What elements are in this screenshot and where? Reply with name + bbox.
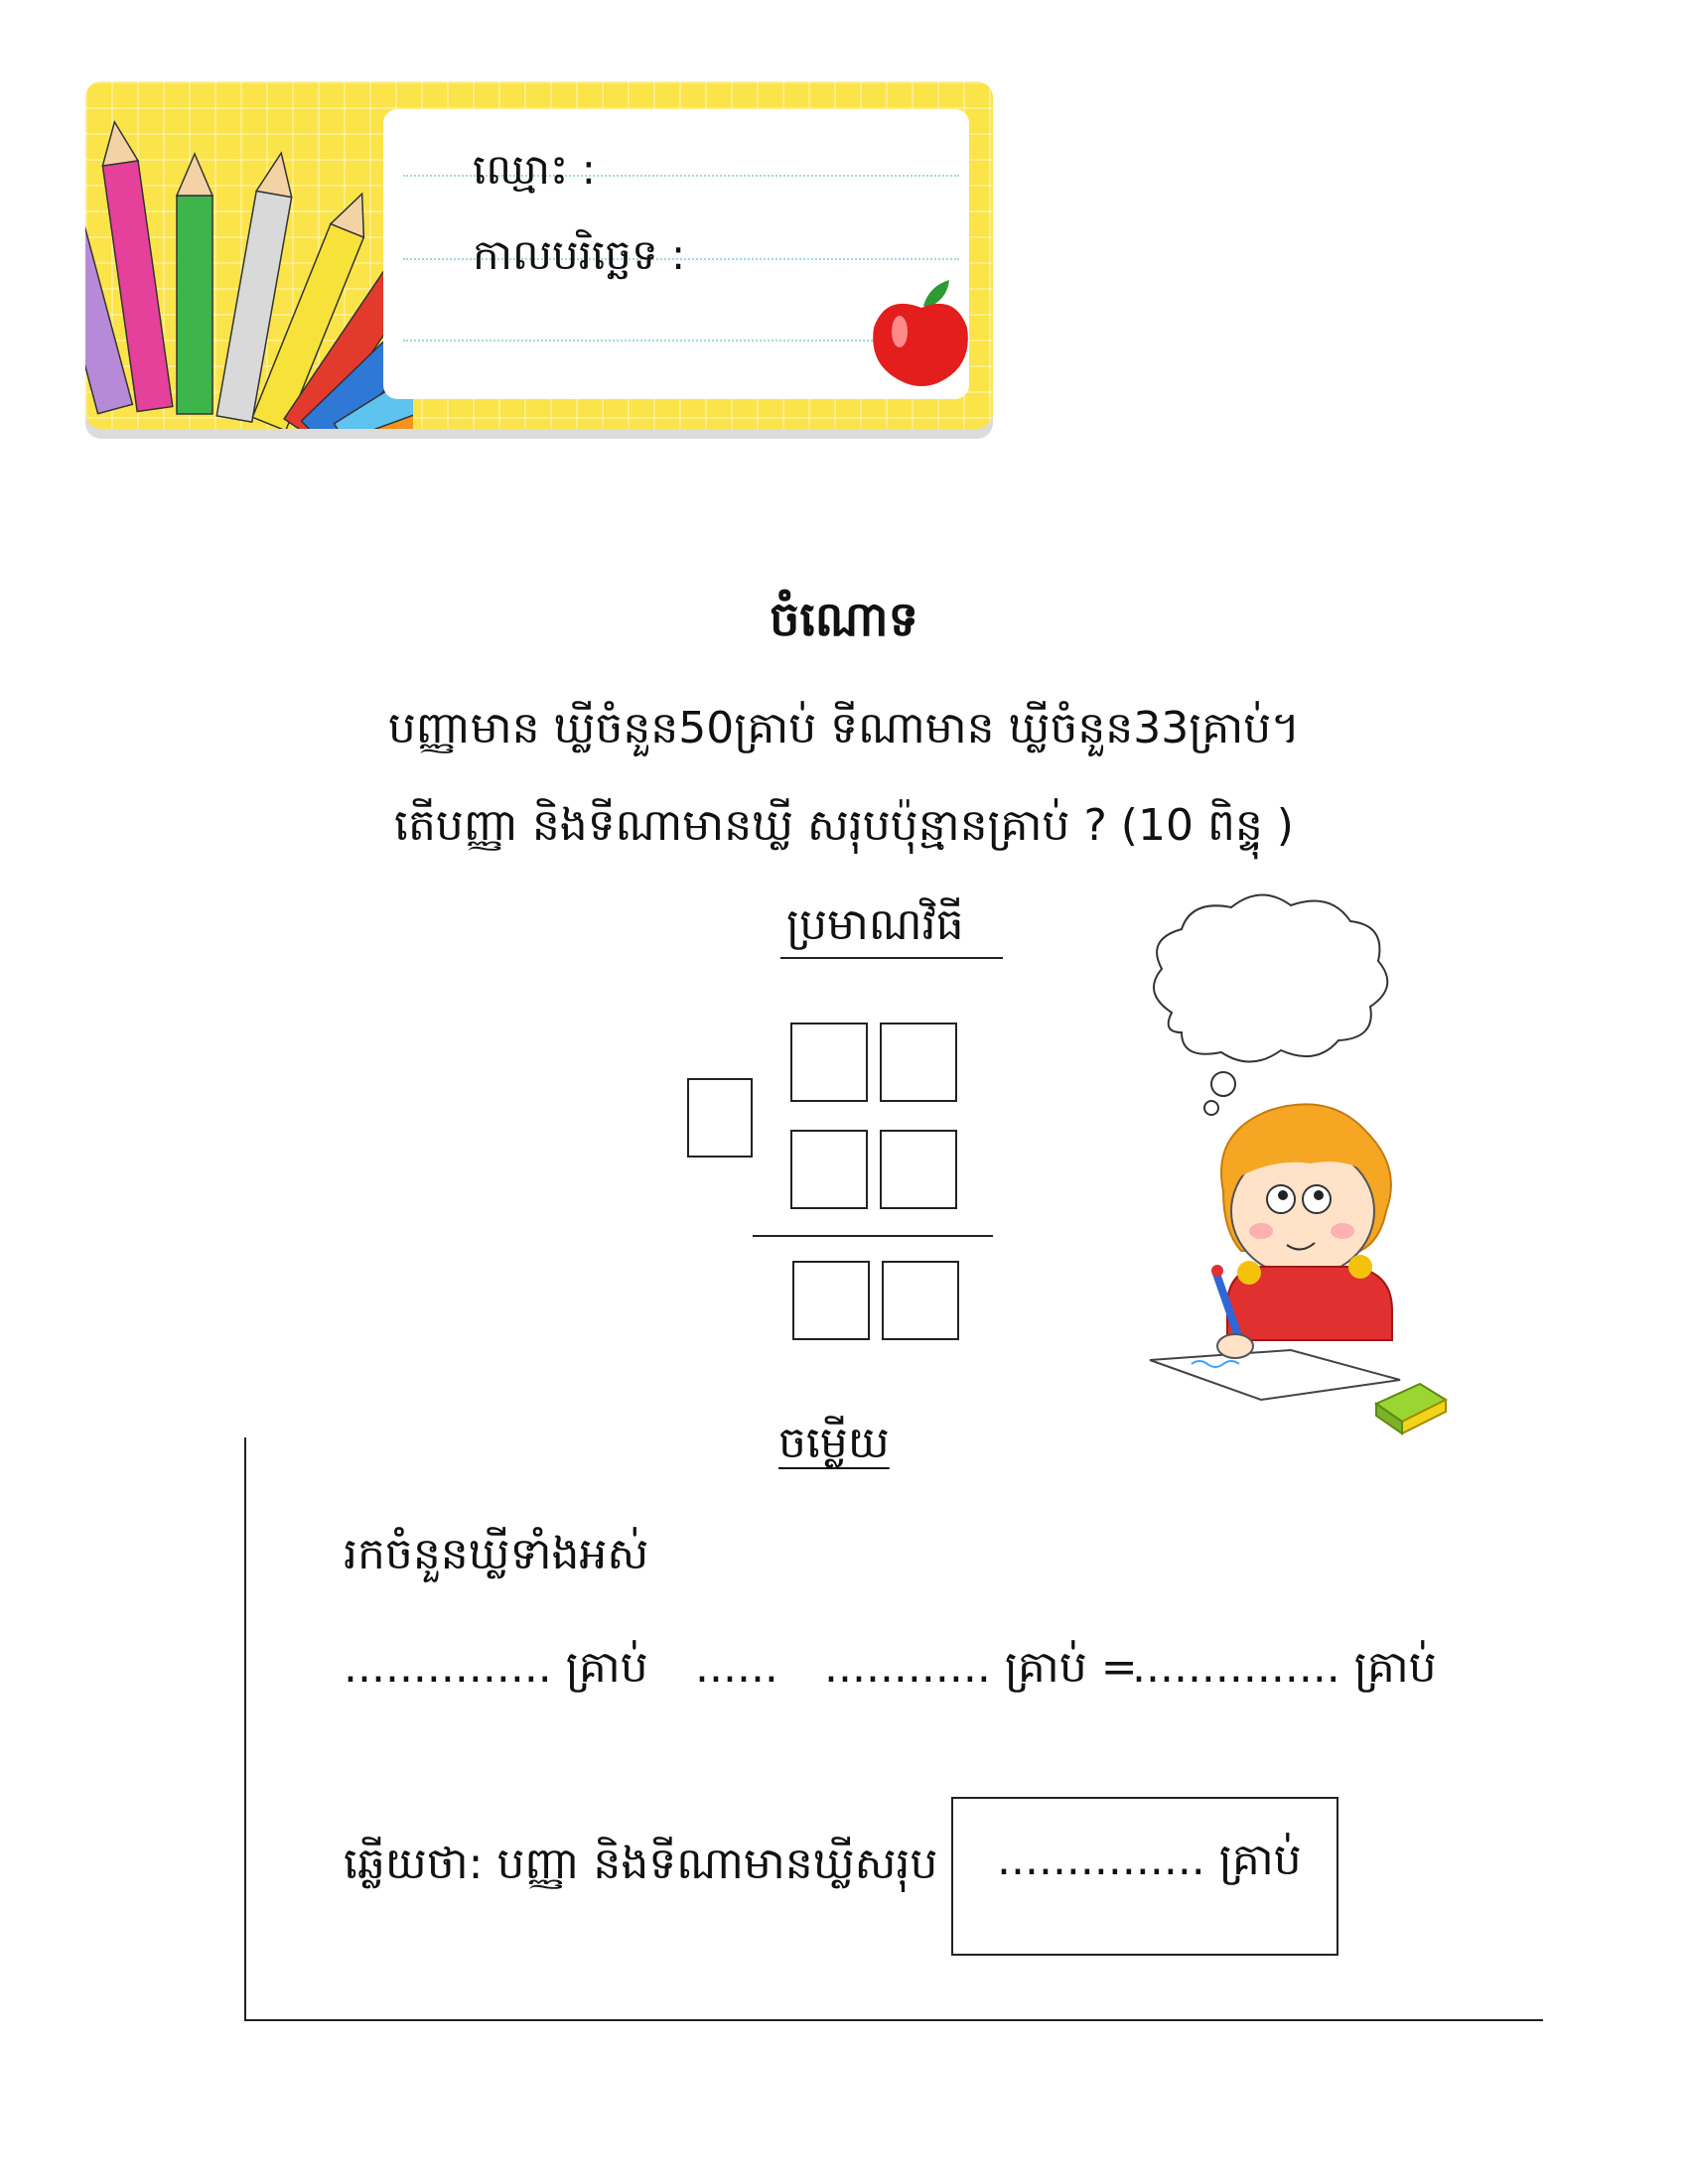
find-total-label: រកចំនួនឃ្លីទាំងអស់ (344, 1529, 649, 1579)
digit-box[interactable] (790, 1023, 868, 1102)
equation-blank-1[interactable]: ............... គ្រាប់ (344, 1642, 648, 1693)
thinking-boy-illustration (1132, 884, 1489, 1459)
answer-frame-left (244, 1437, 246, 2019)
name-label: ឈ្មោះ : (473, 145, 596, 194)
answer-heading: ចម្លើយ (778, 1418, 890, 1468)
thought-bubble-icon (1154, 894, 1387, 1115)
method-heading-underline (780, 957, 1003, 959)
problem-line-2: តើបញ្ញា និងទីណាមានឃ្លី សរុបប៉ុន្មានគ្រាប់ ? (10 ពិន្ទុ ) (394, 800, 1294, 851)
sum-line (753, 1235, 993, 1237)
apple-icon (866, 276, 977, 391)
digit-box[interactable] (880, 1023, 957, 1102)
colored-pencils-illustration (85, 81, 413, 429)
problem-title: ចំណោទ (770, 592, 918, 647)
reply-answer-blank[interactable]: ............... គ្រាប់ (997, 1835, 1302, 1885)
digit-box[interactable] (790, 1130, 868, 1209)
boy-icon (1150, 1104, 1446, 1433)
result-digit-box[interactable] (792, 1261, 870, 1340)
equation-operator-blank[interactable]: ...... (695, 1642, 778, 1693)
period-label: កាលបរិច្ឆេទ : (473, 230, 686, 279)
method-heading: ប្រមាណវិធី (786, 899, 964, 950)
equation-result-blank[interactable]: ............... គ្រាប់ (1132, 1642, 1437, 1693)
equation-blank-2[interactable]: ............ គ្រាប់ = (824, 1642, 1138, 1693)
reply-label: ឆ្លើយថា: បញ្ញា និងទីណាមានឃ្លីសរុប (344, 1839, 938, 1889)
name-card (85, 81, 993, 429)
digit-box[interactable] (880, 1130, 957, 1209)
problem-line-1: បញ្ញាមាន ឃ្លីចំនួន50គ្រាប់ ទីណាមាន ឃ្លីចំនួន33គ្រាប់។ (387, 703, 1301, 753)
result-digit-box[interactable] (882, 1261, 959, 1340)
operator-box[interactable] (687, 1078, 753, 1158)
reply-answer-box[interactable] (951, 1797, 1338, 1956)
answer-frame-bottom (244, 2019, 1543, 2021)
